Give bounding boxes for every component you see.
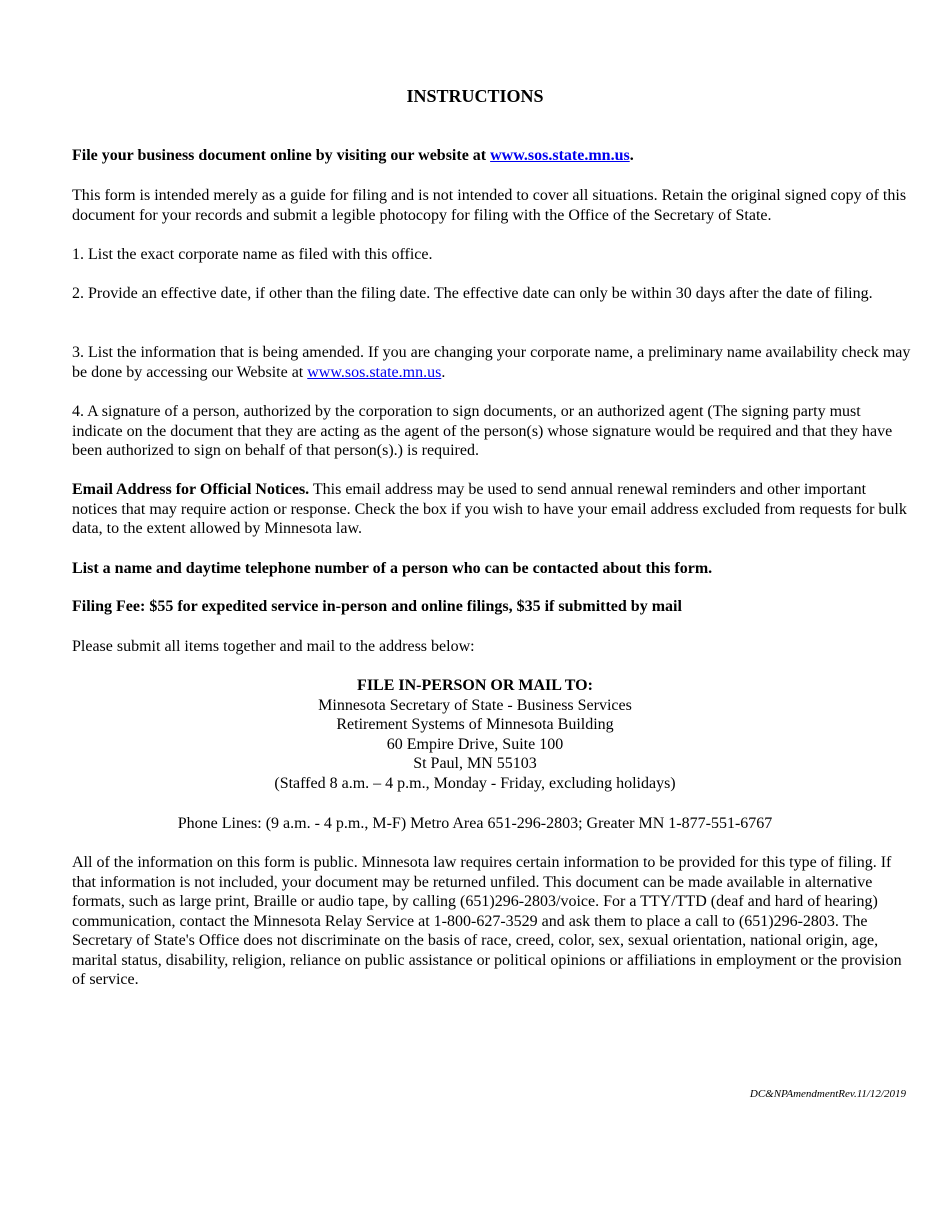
intro-paragraph: This form is intended merely as a guide for filing and is not intended to cover all situations. Retain the original signed copy of this document for your records and submit a legible photocopy for filing with the Office of the Secretary of State. — [72, 187, 907, 224]
instruction-item-3 — [72, 343, 912, 382]
online-filing-note — [72, 146, 912, 166]
form-revision-footer: DC&NPAmendmentRev.11/12/2019 — [749, 1088, 906, 1100]
instruction-item-1: 1. List the exact corporate name as filed with this office. — [72, 246, 433, 263]
public-information-notice: All of the information on this form is public. Minnesota law requires certain information to be provided for this type of filing. If that information is not included, your document may be returned unfiled. This document can be made available in alternative formats, such as large print, Braille or audio tape, by calling (651)296-2803/voice. For a TTY/TTD (deaf and hard of hearing) communication, contact the Minnesota Relay Service at 1-800-627-3529 and ask them to place a call to (651)296-2803. The Secretary of State's Office does not discriminate on the basis of race, creed, color, sex, sexual orientation, national origin, age, marital status, disability, religion, reliance on public assistance or political opinions or affiliations in employment or the provision of service. — [72, 854, 902, 988]
address-line-4: St Paul, MN 55103 — [413, 755, 537, 772]
instruction-item-4: 4. A signature of a person, authorized by the corporation to sign documents, or an authorized agent (The signing party must indicate on the document that they are acting as the agent of the person(s) whose signature would be required and that they have been authorized to sign on behalf of that person(s).) is required. — [72, 403, 893, 459]
address-line-1: Minnesota Secretary of State - Business Services — [318, 696, 632, 714]
email-heading: Email Address for Official Notices. — [72, 481, 310, 498]
instruction-item-2: 2. Provide an effective date, if other than the filing date. The effective date can only be within 30 days after the date of filing. — [72, 285, 873, 302]
address-line-2: Retirement Systems of Minnesota Building — [336, 716, 614, 733]
instruction-item-3-text: 3. List the information that is being amended. If you are changing your corporate name, a preliminary name availability check may be done by accessing our Website at — [72, 344, 911, 381]
mailing-address — [72, 676, 878, 793]
contact-instruction: List a name and daytime telephone number of a person who can be contacted about this form. — [72, 560, 713, 577]
address-heading: FILE IN-PERSON OR MAIL TO: — [357, 677, 593, 694]
online-filing-text: File your business document online by visiting our website at — [72, 147, 491, 164]
submit-instruction: Please submit all items together and mail to the address below: — [72, 638, 475, 655]
address-line-3: 60 Empire Drive, Suite 100 — [386, 735, 564, 753]
phone-lines: Phone Lines: (9 a.m. - 4 p.m., M-F) Metro Area 651-296-2803; Greater MN 1-877-551-6767 — [177, 815, 773, 832]
online-filing-suffix: . — [629, 147, 634, 164]
address-hours: (Staffed 8 a.m. – 4 p.m., Monday - Friday, excluding holidays) — [274, 774, 676, 792]
website-link[interactable]: www.sos.state.mn.us — [490, 147, 630, 164]
instruction-item-3-suffix: . — [441, 363, 446, 381]
page-title: INSTRUCTIONS — [406, 86, 544, 106]
email-text: This email address may be used to send annual renewal reminders and other important notices that may require action or response. Check the box if you wish to have your email address excluded from requests for bulk data, to the extent allowed by Minnesota law. — [72, 481, 907, 537]
website-link-2[interactable]: www.sos.state.mn.us — [307, 363, 442, 381]
email-paragraph — [72, 480, 912, 539]
filing-fee: Filing Fee: $55 for expedited service in-person and online filings, $35 if submitted by mail — [72, 598, 682, 615]
